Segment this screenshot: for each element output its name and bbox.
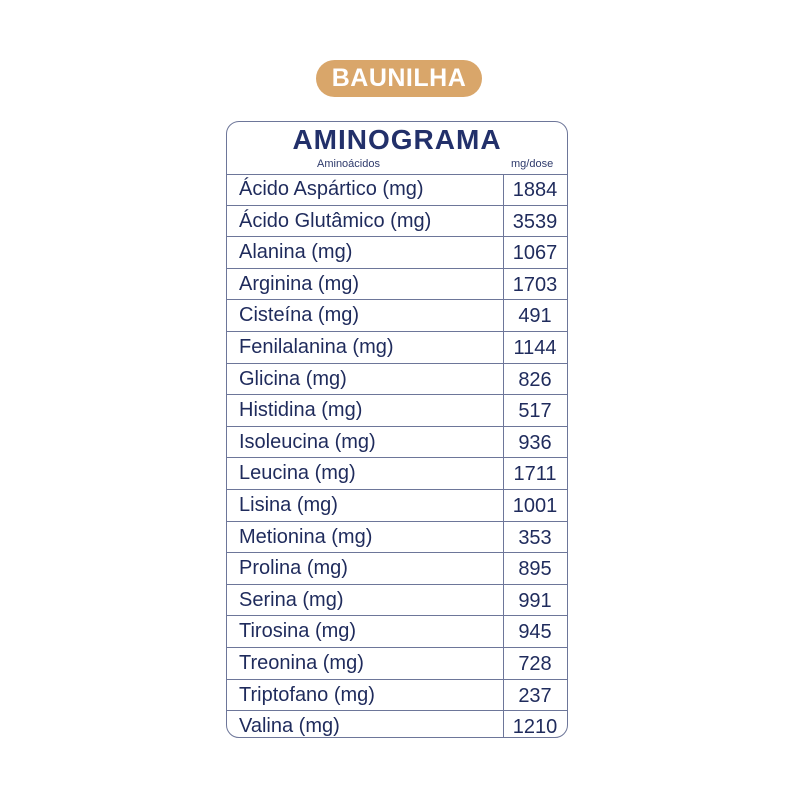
table-row (227, 174, 567, 206)
table-row (227, 458, 567, 490)
table-row (227, 680, 567, 712)
table-row (227, 616, 567, 648)
amino-acid-name: Cisteína (mg) (239, 304, 360, 327)
table-row (227, 206, 567, 238)
table-row (227, 395, 567, 427)
amino-acid-name: Serina (mg) (239, 588, 344, 611)
amino-acid-value: 1001 (512, 494, 558, 517)
amino-acid-name: Lisina (mg) (239, 493, 338, 516)
amino-acid-name: Treonina (mg) (239, 651, 364, 674)
amino-acid-name: Ácido Glutâmico (mg) (239, 209, 432, 232)
amino-acid-name: Glicina (mg) (239, 367, 347, 390)
amino-acid-value: 1711 (513, 463, 557, 486)
amino-acid-value: 517 (518, 400, 552, 423)
amino-acid-value: 1884 (512, 179, 558, 201)
flavor-badge: BAUNILHA (316, 60, 482, 97)
amino-acid-name: Prolina (mg) (239, 557, 348, 580)
amino-acid-name: Valina (mg) (239, 715, 340, 738)
amino-acid-value: 895 (518, 558, 552, 581)
table-row (227, 553, 567, 585)
amino-acid-value: 353 (518, 526, 552, 549)
table-row (227, 364, 567, 396)
amino-acid-name: Arginina (mg) (239, 272, 360, 295)
amino-acid-value: 945 (518, 621, 552, 644)
amino-acid-name: Histidina (mg) (239, 399, 363, 422)
amino-acid-name: Leucina (mg) (239, 462, 356, 485)
amino-acid-value: 1144 (513, 336, 557, 359)
table-row (227, 522, 567, 554)
amino-acid-name: Triptofano (mg) (239, 683, 375, 706)
amino-acid-name: Fenilalanina (mg) (239, 335, 394, 358)
column-header-name: Aminoácidos (317, 158, 380, 170)
amino-acid-value: 991 (518, 589, 552, 612)
table-row (227, 300, 567, 332)
column-header-value: mg/dose (511, 158, 554, 170)
table-row (227, 237, 567, 269)
amino-acid-value: 237 (518, 684, 552, 707)
table-row (227, 711, 567, 738)
table-row (227, 490, 567, 522)
amino-acid-value: 1210 (512, 716, 558, 738)
table-row (227, 648, 567, 680)
amino-acid-name: Tirosina (mg) (239, 620, 357, 643)
table-body (227, 174, 567, 737)
table-row (227, 585, 567, 617)
amino-acid-name: Ácido Aspártico (mg) (239, 178, 424, 200)
column-divider (503, 174, 504, 737)
amino-acid-name: Metionina (mg) (239, 525, 373, 548)
amino-acid-name: Isoleucina (mg) (239, 430, 376, 453)
amino-acid-value: 3539 (512, 210, 558, 233)
amino-acid-value: 1067 (512, 242, 558, 265)
amino-acid-value: 728 (518, 652, 552, 675)
aminogram-table (226, 121, 568, 738)
table-row (227, 332, 567, 364)
table-row (227, 427, 567, 459)
amino-acid-value: 936 (518, 431, 552, 454)
table-row (227, 269, 567, 301)
amino-acid-value: 1703 (512, 273, 558, 296)
amino-acid-value: 826 (518, 368, 552, 391)
amino-acid-value: 491 (518, 305, 552, 328)
amino-acid-name: Alanina (mg) (239, 241, 353, 264)
table-title: AMINOGRAMA (292, 124, 502, 155)
